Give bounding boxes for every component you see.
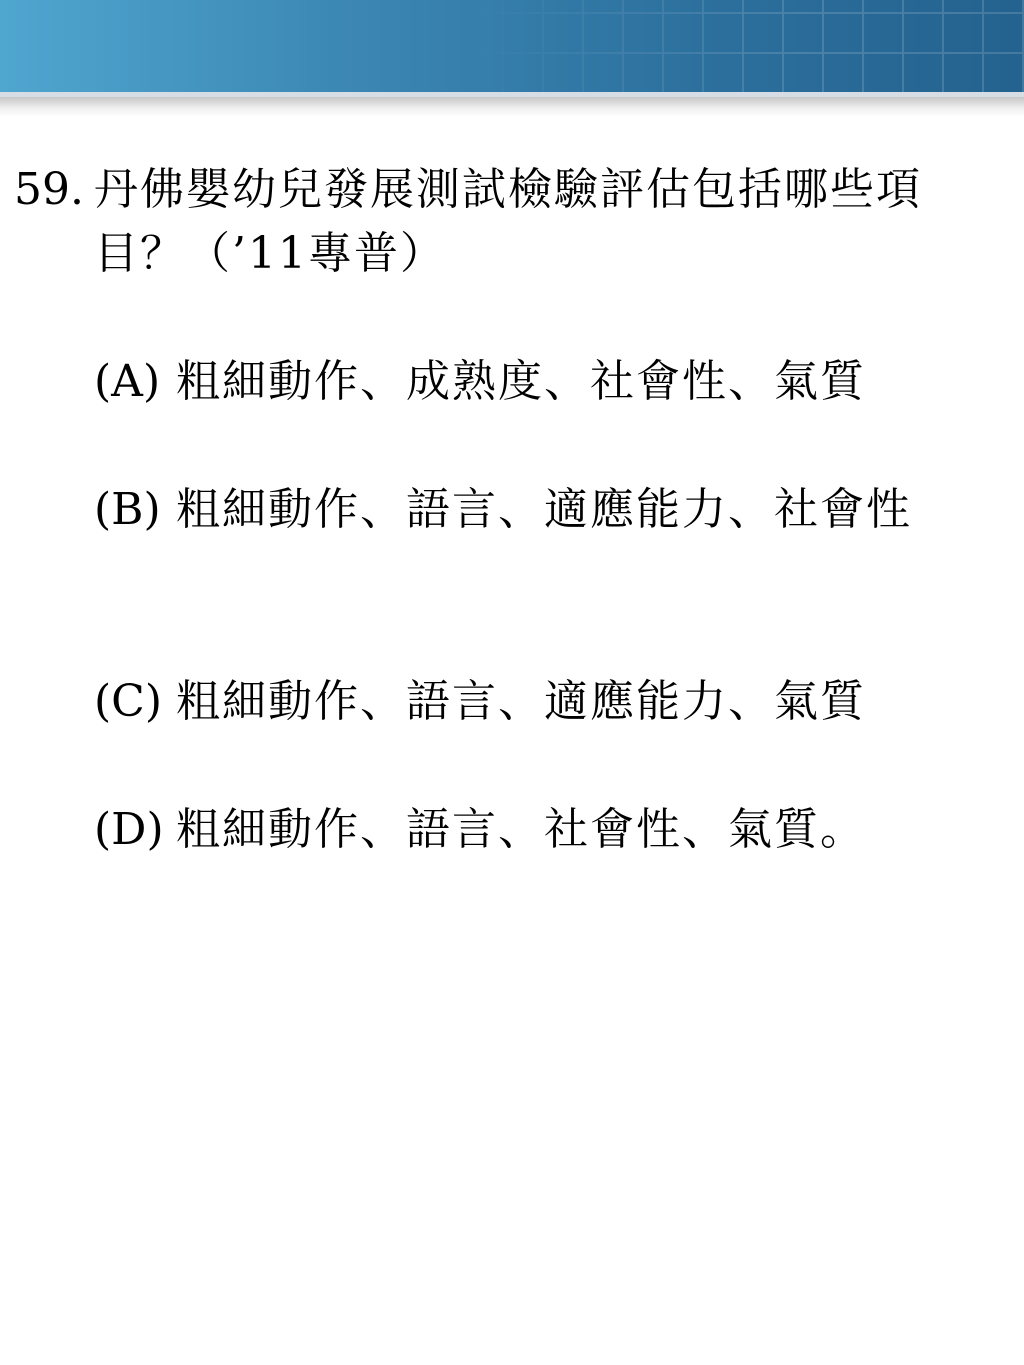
banner-shadow	[0, 97, 1024, 117]
question-text: 丹佛嬰幼兒發展測試檢驗評估包括哪些項目？（’11專普）	[94, 164, 922, 279]
option-text: 粗細動作、語言、適應能力、氣質	[176, 676, 866, 727]
banner-tile-pattern	[464, 0, 1024, 92]
question-stem	[14, 158, 1014, 286]
option-label: (D)	[94, 804, 164, 855]
option-label: (C)	[94, 676, 162, 727]
option-text: 粗細動作、語言、適應能力、社會性	[176, 484, 912, 535]
question-block	[14, 158, 1014, 855]
option-b[interactable]	[94, 478, 981, 542]
option-c[interactable]	[94, 670, 981, 734]
header-banner	[0, 0, 1024, 92]
option-text: 粗細動作、成熟度、社會性、氣質	[176, 356, 866, 407]
option-text: 粗細動作、語言、社會性、氣質。	[176, 804, 866, 855]
option-label: (A)	[94, 356, 161, 407]
option-d[interactable]	[94, 798, 981, 862]
option-a[interactable]	[94, 350, 981, 414]
question-number: 59.	[14, 164, 84, 215]
option-label: (B)	[94, 484, 161, 535]
